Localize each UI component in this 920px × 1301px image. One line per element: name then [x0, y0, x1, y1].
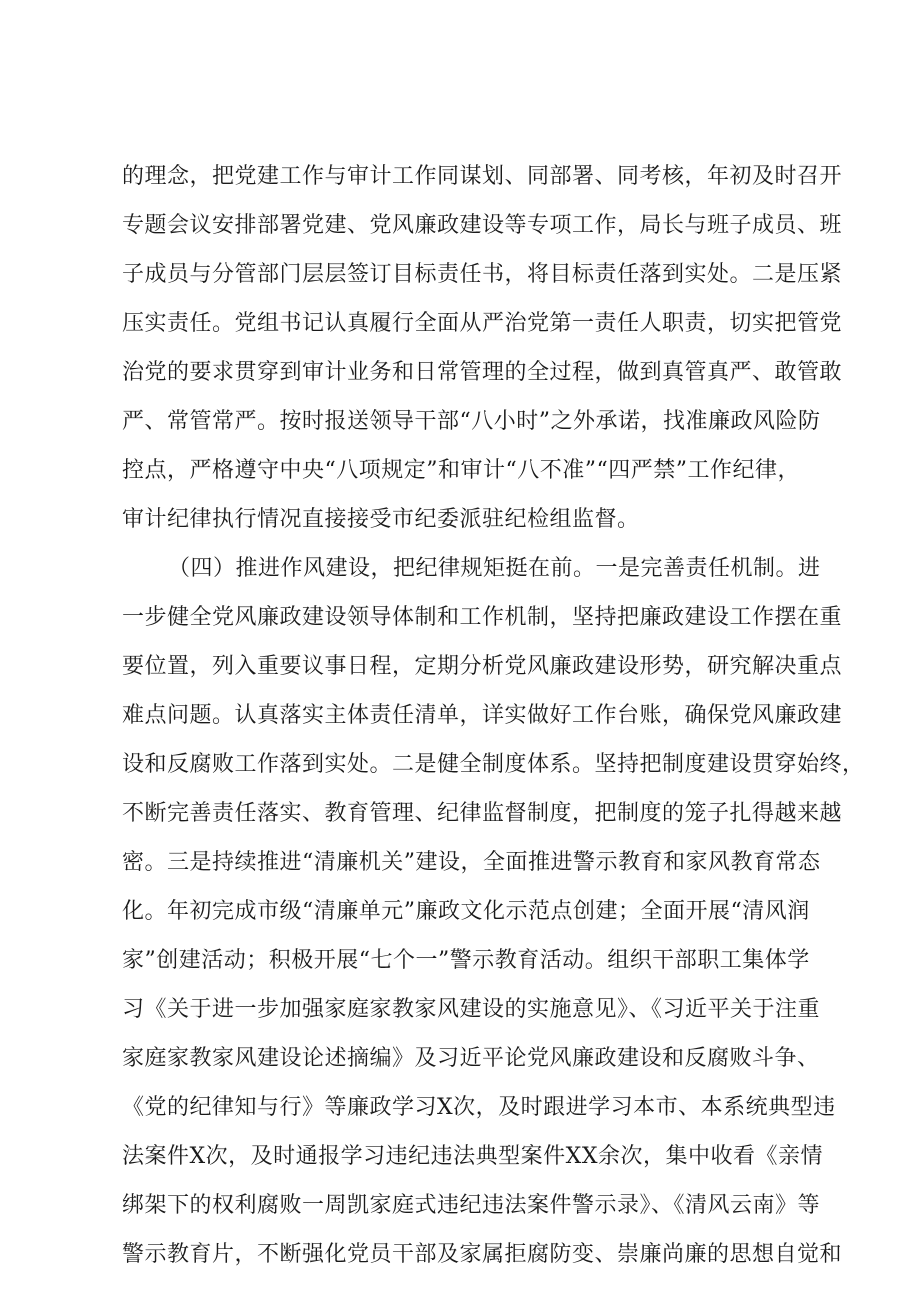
text-line: 审计纪律执行情况直接接受市纪委派驻纪检组监督。 — [122, 507, 640, 532]
text-line: 压实责任。党组书记认真履行全面从严治党第一责任人职责，切实把管党 — [122, 311, 843, 336]
text-line: 密。三是持续推进“清廉机关”建设，全面推进警示教育和家风教育常态 — [122, 850, 821, 875]
text-line: 专题会议安排部署党建、党风廉政建设等专项工作，局长与班子成员、班 — [122, 213, 843, 238]
text-line: 习《关于进一步加强家庭家教家风建设的实施意见》、《习近平关于注重 — [122, 997, 821, 1022]
text-line: 法案件X次，及时通报学习违纪违法典型案件XX余次，集中收看《亲情 — [122, 1144, 823, 1169]
text-line: 治党的要求贯穿到审计业务和日常管理的全过程，做到真管真严、敢管敢 — [122, 360, 843, 385]
text-line: 要位置，列入重要议事日程，定期分析党风廉政建设形势，研究解决重点 — [122, 654, 843, 679]
text-line: 警示教育片，不断强化党员干部及家属拒腐防变、崇廉尚廉的思想自觉和 — [122, 1242, 843, 1267]
text-line: 不断完善责任落实、教育管理、纪律监督制度，把制度的笼子扎得越来越 — [122, 801, 843, 826]
text-line: 《党的纪律知与行》等廉政学习X次，及时跟进学习本市、本系统典型违 — [122, 1095, 836, 1120]
text-line: 的理念，把党建工作与审计工作同谋划、同部署、同考核，年初及时召开 — [122, 164, 843, 189]
section-heading-line: （四）推进作风建设，把纪律规矩挺在前。一是完善责任机制。进 — [168, 556, 821, 581]
text-line: 家庭家教家风建设论述摘编》及习近平论党风廉政建设和反腐败斗争、 — [122, 1046, 820, 1071]
text-line: 绑架下的权利腐败一周凯家庭式违纪违法案件警示录》、《清风云南》等 — [122, 1193, 821, 1218]
text-line: 一步健全党风廉政建设领导体制和工作机制，坚持把廉政建设工作摆在重 — [122, 605, 843, 630]
text-line: 控点，严格遵守中央“八项规定”和审计“八不准”“四严禁”工作纪律， — [122, 458, 800, 483]
text-line: 设和反腐败工作落到实处。二是健全制度体系。坚持把制度建设贯穿始终， — [122, 752, 865, 777]
text-line: 严、常管常严。按时报送领导干部“八小时”之外承诺，找准廉政风险防 — [122, 409, 821, 434]
text-line: 子成员与分管部门层层签订目标责任书，将目标责任落到实处。二是压紧 — [122, 262, 843, 287]
text-line: 难点问题。认真落实主体责任清单，详实做好工作台账，确保党风廉政建 — [122, 703, 843, 728]
text-line: 家”创建活动；积极开展“七个一”警示教育活动。组织干部职工集体学 — [122, 948, 810, 973]
text-line: 化。年初完成市级“清廉单元”廉政文化示范点创建；全面开展“清风润 — [122, 899, 810, 924]
